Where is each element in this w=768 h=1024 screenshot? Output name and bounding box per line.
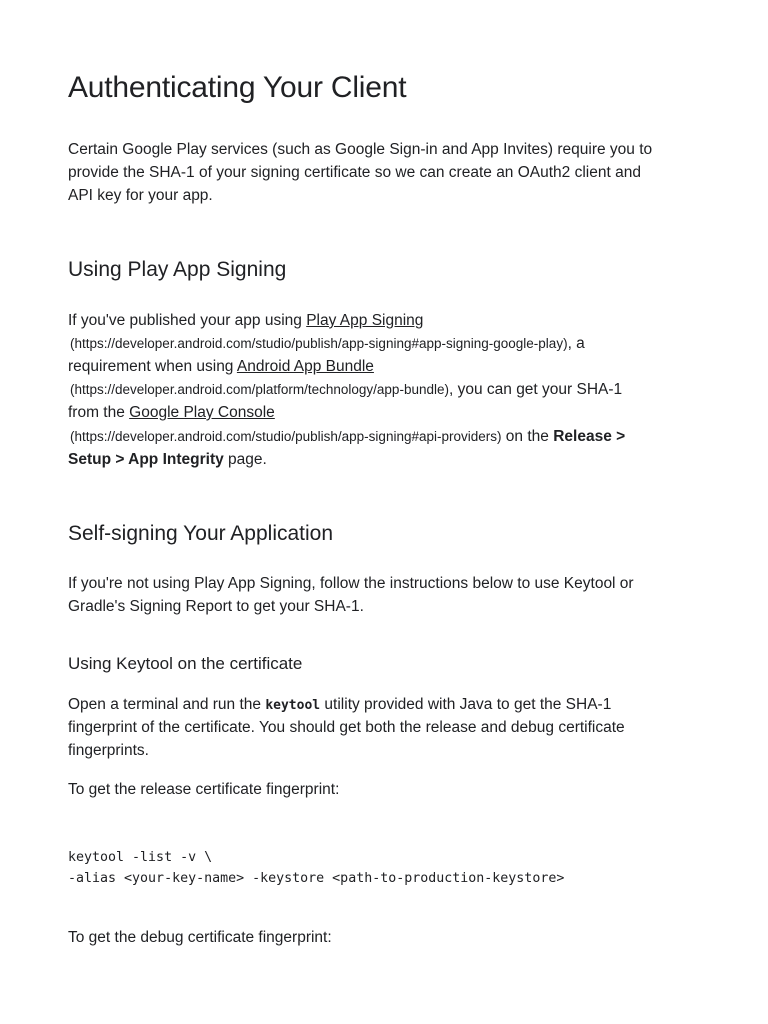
play-text: on the [501,428,554,445]
release-fingerprint-label: To get the release certificate fingerprint: [68,781,340,798]
play-text: requirement when using [68,358,237,375]
play-app-signing-url: (https://developer.android.com/studio/publish/app-signing#app-signing-google-play) [70,336,568,351]
play-text: If you've published your app using [68,312,307,329]
play-paragraph-line-5 [68,401,275,424]
play-paragraph-line-4 [68,378,622,401]
page-title: Authenticating Your Client [68,71,407,104]
code-line-2: -alias <your-key-name> -keystore <path-to-production-keystore> [68,871,565,886]
heading-play-app-signing: Using Play App Signing [68,258,287,281]
self-signing-line-1: If you're not using Play App Signing, follow the instructions below to use Keytool or [68,575,634,592]
keytool-text: Open a terminal and run the [68,696,266,713]
setup-app-integrity-bold: Setup > App Integrity [68,451,224,468]
self-signing-line-2: Gradle's Signing Report to get your SHA-1. [68,598,364,615]
intro-line-2: provide the SHA-1 of your signing certificate so we can create an OAuth2 client and [68,164,641,181]
play-text: page. [223,451,267,468]
google-play-console-url: (https://developer.android.com/studio/publish/app-signing#api-providers) [70,429,502,444]
play-text: , a [567,335,585,352]
android-app-bundle-link[interactable]: Android App Bundle [236,358,374,375]
keytool-text: utility provided with Java to get the SHA-1 [320,696,612,713]
play-text: from the [68,404,130,421]
keytool-line-1 [68,693,611,717]
play-app-signing-link[interactable]: Play App Signing [306,312,424,329]
intro-line-3: API key for your app. [68,187,213,204]
intro-line-1: Certain Google Play services (such as Google Sign-in and App Invites) require you to [68,141,653,158]
heading-using-keytool: Using Keytool on the certificate [68,654,303,673]
play-paragraph-line-1 [68,309,423,332]
release-bold: Release > [553,428,626,445]
keytool-inline-code: keytool [265,698,321,713]
keytool-line-3: fingerprints. [68,742,149,759]
play-paragraph-line-3 [68,355,374,378]
debug-fingerprint-label: To get the debug certificate fingerprint: [68,929,332,946]
play-paragraph-line-7 [68,448,267,471]
code-line-1: keytool -list -v \ [68,850,213,865]
play-paragraph-line-6 [68,425,625,448]
keytool-line-2: fingerprint of the certificate. You should get both the release and debug certificate [68,719,625,736]
google-play-console-link[interactable]: Google Play Console [129,404,275,421]
play-paragraph-line-2 [68,332,585,355]
android-app-bundle-url: (https://developer.android.com/platform/technology/app-bundle) [70,382,449,397]
heading-self-signing: Self-signing Your Application [68,522,334,545]
play-text: , you can get your SHA-1 [448,381,623,398]
